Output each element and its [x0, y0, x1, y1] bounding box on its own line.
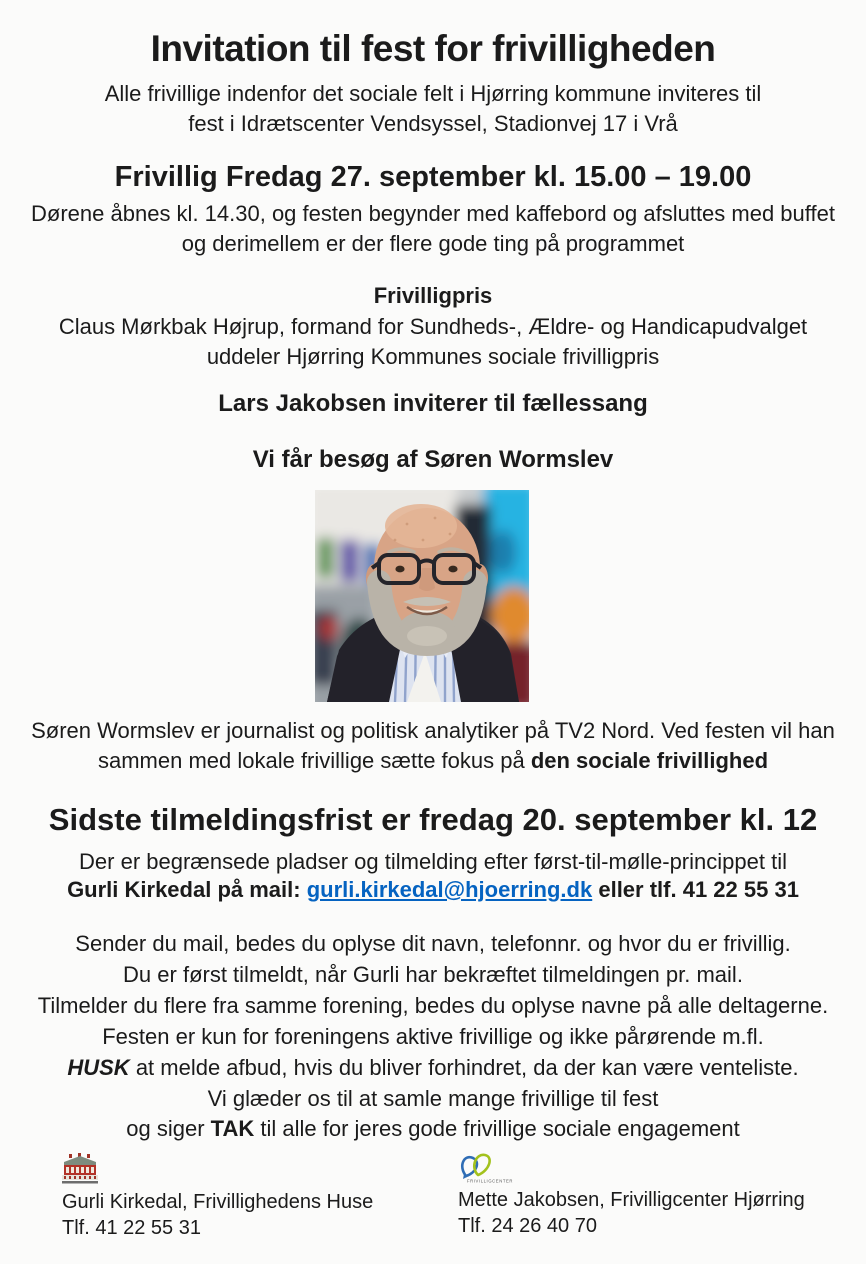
subtitle-line-2: fest i Idrætscenter Vendsyssel, Stadionvej 17 i Vrå [188, 111, 678, 136]
closing-tak: TAK [210, 1116, 255, 1141]
deadline-heading: Sidste tilmeldingsfrist er fredag 20. september kl. 12 [48, 802, 818, 837]
guest-info-line-2 [0, 746, 866, 776]
footer-left-phone: Tlf. 41 22 55 31 [62, 1217, 201, 1239]
contact-prefix: Gurli Kirkedal på mail: [67, 877, 307, 902]
guest-info-line-1 [0, 716, 866, 746]
guest-portrait-photo [315, 490, 529, 702]
registration-contact-line [0, 876, 866, 904]
event-heading: Frivillig Fredag 27. september kl. 15.00 – 19.00 [114, 161, 752, 193]
guest-info-text-1: Søren Wormslev er journalist og politisk analytiker på TV2 Nord. Ved festen vil han [31, 718, 835, 743]
frivillighedens-huse-logo-icon [62, 1152, 373, 1186]
footer-left [62, 1152, 373, 1241]
reminder-husk: HUSK [67, 1055, 130, 1080]
footer-left-name: Gurli Kirkedal, Frivillighedens Huse [62, 1191, 374, 1213]
prize-line-2: uddeler Hjørring Kommunes sociale frivilligpris [206, 344, 660, 369]
prize-heading: Frivilligpris [373, 283, 493, 308]
reminder-rest: at melde afbud, hvis du bliver forhindret, da der kan være venteliste. [129, 1055, 799, 1080]
registration-line-1: Der er begrænsede pladser og tilmelding efter først-til-mølle-princippet til [79, 849, 787, 874]
instruction-line-1: Sender du mail, bedes du oplyse dit navn, telefonnr. og hvor du er frivillig. [75, 931, 791, 956]
guest-info-bold: den sociale frivillighed [530, 748, 769, 773]
frivilligcenter-caption: FRIVILLIGCENTER [467, 1178, 513, 1184]
closing-prefix: og siger [126, 1116, 211, 1141]
reminder-line [0, 1052, 866, 1083]
closing-suffix: til alle for jeres gode frivillige sociale engagement [254, 1116, 740, 1141]
event-line-1: Dørene åbnes kl. 14.30, og festen begynder med kaffebord og afsluttes med buffet [31, 201, 835, 226]
portrait-soren-wormslev-image [315, 490, 529, 702]
event-line-2: og derimellem er der flere gode ting på programmet [181, 231, 685, 256]
closing-line-2 [0, 1114, 866, 1144]
footer-right [458, 1150, 805, 1239]
contact-suffix: eller tlf. 41 22 55 31 [592, 877, 799, 902]
email-link[interactable]: gurli.kirkedal@hjoerring.dk [306, 877, 593, 902]
guest-info-text-2: sammen med lokale frivillige sætte fokus på [97, 748, 531, 773]
frivilligcenter-logo-icon [458, 1150, 805, 1184]
guest-line: Vi får besøg af Søren Wormslev [252, 446, 614, 473]
instruction-line-3: Tilmelder du flere fra samme forening, bedes du oplyse navne på alle deltagerne. [37, 993, 829, 1018]
prize-line-1: Claus Mørkbak Højrup, formand for Sundheds-, Ældre- og Handicapudvalget [58, 314, 808, 339]
page-title: Invitation til fest for frivilligheden [150, 28, 716, 69]
instruction-line-2: Du er først tilmeldt, når Gurli har bekræftet tilmeldingen pr. mail. [123, 962, 743, 987]
closing-line-1: Vi glæder os til at samle mange frivillige til fest [207, 1086, 659, 1111]
instruction-line-4: Festen er kun for foreningens aktive frivillige og ikke pårørende m.fl. [102, 1024, 764, 1049]
subtitle-line-1: Alle frivillige indenfor det sociale felt i Hjørring kommune inviteres til [104, 81, 762, 106]
footer-right-name: Mette Jakobsen, Frivilligcenter Hjørring [458, 1189, 805, 1211]
footer-right-phone: Tlf. 24 26 40 70 [458, 1215, 597, 1237]
song-line: Lars Jakobsen inviterer til fællessang [218, 390, 648, 417]
